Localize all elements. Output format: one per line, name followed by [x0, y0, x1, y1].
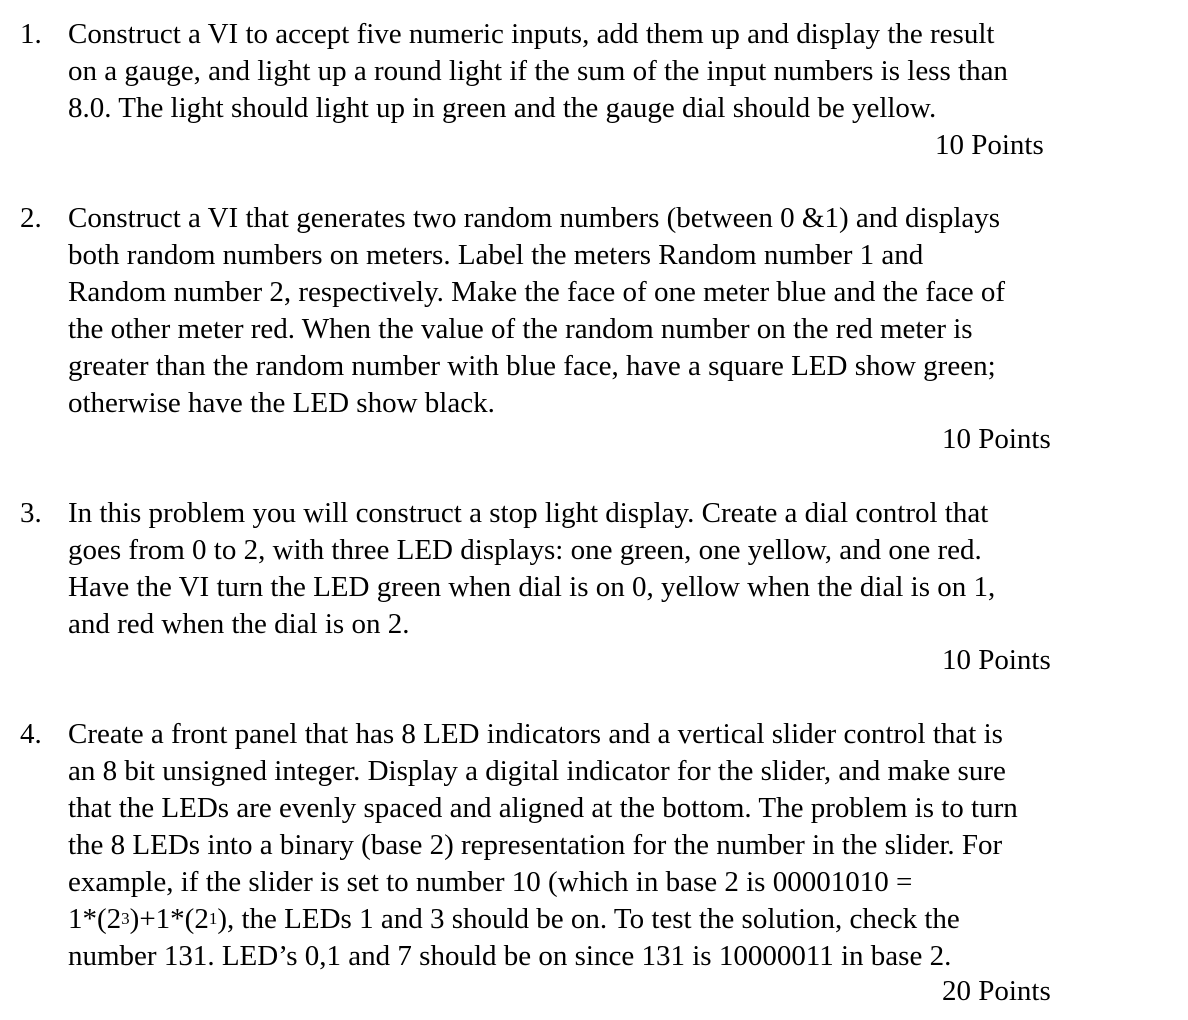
problem-text-line: an 8 bit unsigned integer. Display a digital indicator for the slider, and make sure	[68, 755, 1006, 787]
problem-text-line: on a gauge, and light up a round light if the sum of the input numbers is less than	[68, 55, 1008, 87]
problem-text-line: 8.0. The light should light up in green and the gauge dial should be yellow.	[68, 92, 937, 124]
problem-number: 3.	[20, 497, 42, 529]
problem-number: 1.	[20, 18, 42, 50]
problem-text-line: Create a front panel that has 8 LED indicators and a vertical slider control that is	[68, 718, 1003, 750]
points-label: 10 Points	[935, 129, 1044, 161]
formula-line	[68, 901, 960, 938]
problem-text-line: Have the VI turn the LED green when dial is on 0, yellow when the dial is on 1,	[68, 571, 996, 603]
problem-text-line: otherwise have the LED show black.	[68, 387, 495, 419]
problem-text-line: both random numbers on meters. Label the meters Random number 1 and	[68, 239, 924, 271]
problem-text-line: and red when the dial is on 2.	[68, 608, 410, 640]
points-label: 10 Points	[942, 644, 1051, 676]
problem-text-line: Construct a VI to accept five numeric inputs, add them up and display the result	[68, 18, 995, 50]
formula-part: 1*(2	[68, 903, 122, 935]
exponent: 1	[208, 909, 218, 928]
problem-text-line: Construct a VI that generates two random numbers (between 0 &1) and displays	[68, 202, 1001, 234]
problem-number: 2.	[20, 202, 42, 234]
formula-part: ), the LEDs 1 and 3 should be on. To test the solution, check the	[217, 903, 960, 935]
problem-number: 4.	[20, 718, 42, 750]
problem-text-line: the other meter red. When the value of the random number on the red meter is	[68, 313, 973, 345]
formula-part: )+1*(2	[129, 903, 209, 935]
problem-text-line: In this problem you will construct a stop light display. Create a dial control that	[68, 497, 989, 529]
points-label: 20 Points	[942, 975, 1051, 1007]
problem-text-line: example, if the slider is set to number 10 (which in base 2 is 00001010 =	[68, 866, 913, 898]
problem-text-line: goes from 0 to 2, with three LED displays: one green, one yellow, and one red.	[68, 534, 982, 566]
problem-text-line: Random number 2, respectively. Make the face of one meter blue and the face of	[68, 276, 1006, 308]
problem-text-line: greater than the random number with blue face, have a square LED show green;	[68, 350, 996, 382]
problem-text-line: that the LEDs are evenly spaced and aligned at the bottom. The problem is to turn	[68, 792, 1018, 824]
points-label: 10 Points	[942, 423, 1051, 455]
problem-text-line: number 131. LED’s 0,1 and 7 should be on since 131 is 10000011 in base 2.	[68, 940, 952, 972]
exponent: 3	[121, 909, 130, 928]
problem-text-line: the 8 LEDs into a binary (base 2) representation for the number in the slider. For	[68, 829, 1003, 861]
